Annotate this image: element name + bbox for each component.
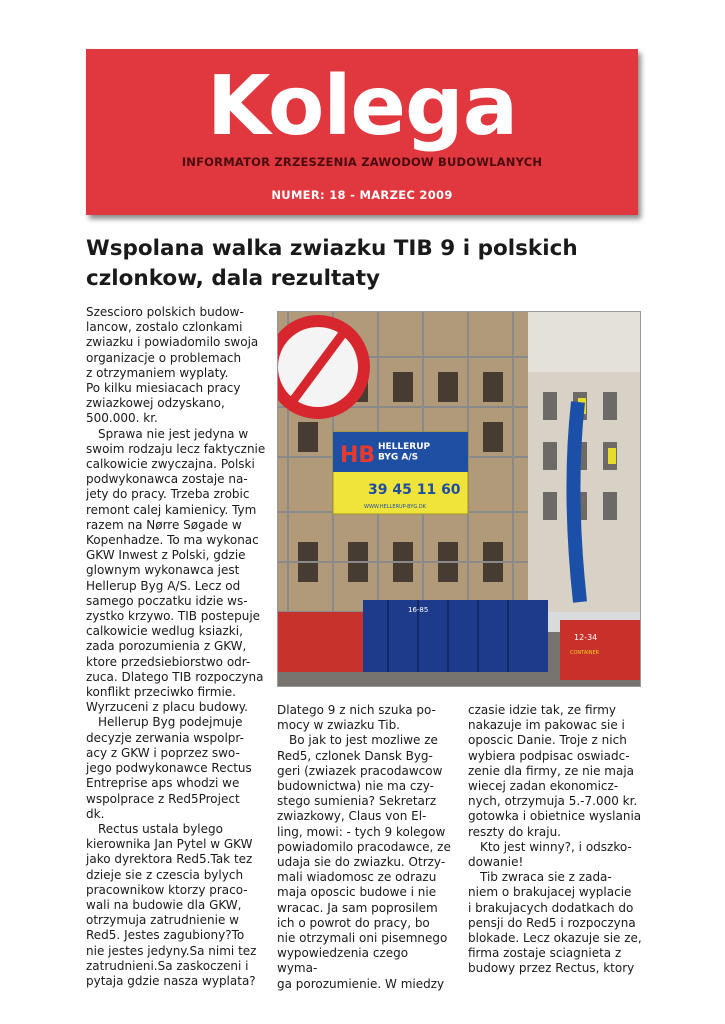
paragraph: Dlatego 9 z nich szuka po- mocy w zwiazku Tib. <box>277 703 436 733</box>
paragraph: Sprawa nie jest jedyna w swoim rodzaju lecz faktycznie calkowicie zwyczajna. Polski podwykonawca zostaje na- jety do pracy. Trzeba zrobic remont calej kamienicy. Tym razem na Nørre Søgade w Kopenhadze. To ma wykonac GKW Inwest z Polski, gdzie glownym wykonawca jest Hellerup Byg A/S. Lecz od samego poczatku idzie ws- zystko krzywo. TIB postepuje calkowicie wedlug ksiazki, zada porozumienia z GKW, ktore przedsiebiorstwo odr- zuca. Dlatego TIB rozpoczyna konflikt przeciwko firmie. Wyrzuceni z placu budowy. <box>86 426 266 715</box>
paragraph: czasie idzie tak, ze firmy nakazuje im pakowac sie i oposcic Danie. Troje z nich wybiera podpisac oswiadc- zenie dla firmy, ze nie maja wiecej zadan ekonomicz- nych, otrzymuja 5.-7.000 kr. gotowka i obietnice wyslania reszty do kraju. <box>468 703 642 839</box>
paragraph: Szescioro polskich budow- lancow, zostalo czlonkami zwiazku i powiadomilo swoja organizacje o problemach z otrzymaniem wyplaty. Po kilku miesiacach pracy zwiazkowej odzyskano, 500.000. kr. <box>86 305 259 426</box>
construction-site-photo <box>277 311 641 687</box>
newsletter-title: Kolega <box>206 59 518 154</box>
paragraph: Bo jak to jest mozliwe ze Red5, czlonek Dansk Byg- geri (zwiazek pracodawcow budownictwa) nie ma czy- stego sumienia? Sekretarz zwiazkowy, Claus von El- ling, mowi: - tych 9 kolegow powiadomilo pracodawce, ze udaja sie do zwiazku. Otrzy- mali wiadomosc ze odrazu maja oposcic budowe i nie wracac. Ja sam poprosilem ich o powrot do pracy, bo nie otrzymali oni pisemnego wypowiedzenia czego wyma- ga porozumienie. W miedzy <box>277 733 451 991</box>
paragraph: Hellerup Byg podejmuje decyzje zerwania wspolpr- acy z GKW i poprzez swo- jego podwykonawce Rectus Entreprise aps whodzi we wspolprace z Red5Project dk. <box>86 715 252 821</box>
banner-company: HELLERUP BYG A/S <box>378 442 431 463</box>
newsletter-subtitle: INFORMATOR ZRZESZENIA ZAWODOW BUDOWLANYCH <box>181 155 543 169</box>
masthead <box>86 49 638 215</box>
paragraph: Rectus ustala bylego kierownika Jan Pytel w GKW jako dyrektora Red5.Tak tez dzieje sie z czescia bylych pracownikow ktorzy praco- wali na budowie dla GKW, otrzymuja zatrudnienie w Red5. Jestes zagubiony?To nie jestes jedyny.Sa nimi tez zatrudnieni.Sa zaskoczeni i pytaja gdzie nasza wyplata? <box>86 821 257 988</box>
paragraph: Tib zwraca sie z zada- niem o brakujacej wyplacie i brakujacych dodatkach do pensji do Red5 i rozpoczyna blokade. Lecz okazuje sie ze, firma zostaje sciagnieta z budowy przez Rectus, ktory <box>468 870 642 976</box>
article-column-2 <box>277 703 452 992</box>
banner-web: WWW.HELLERUP-BYG.DK <box>364 504 426 510</box>
photo-illustration <box>278 312 640 686</box>
container2-sub: CONTAINER <box>570 650 600 656</box>
article-headline: Wspolana walka zwiazku TIB 9 i polskich czlonkow, dala rezultaty <box>86 236 578 291</box>
issue-number: NUMER: 18 - MARZEC 2009 <box>271 188 453 202</box>
paragraph: Kto jest winny?, i odszko- dowanie! <box>468 839 632 870</box>
container2-label: 12-34 <box>574 633 598 642</box>
banner-phone: 39 45 11 60 <box>368 482 461 498</box>
article-column-1 <box>86 305 266 989</box>
container-label: 16-85 <box>408 606 429 614</box>
article-column-3 <box>468 703 643 977</box>
banner-logo: HB <box>340 443 376 468</box>
